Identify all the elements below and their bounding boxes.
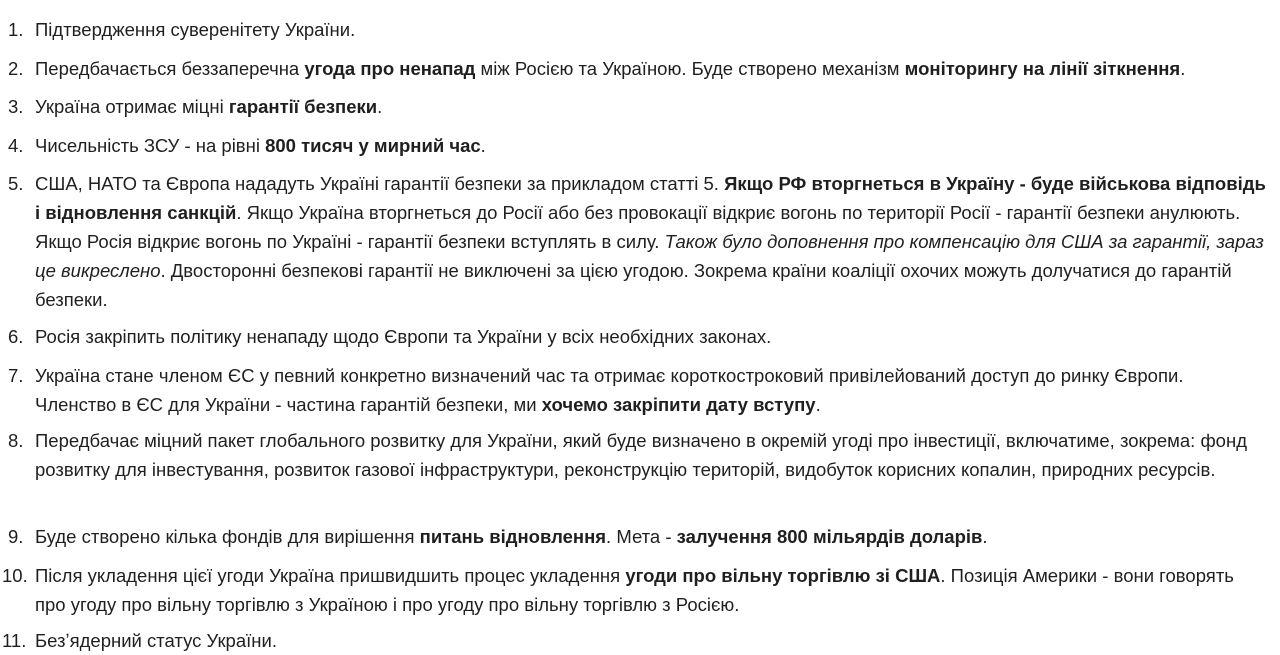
bold-text-run: угода про ненапад bbox=[304, 58, 476, 79]
item-number: 8. bbox=[8, 430, 24, 451]
item-text bbox=[35, 54, 1267, 83]
item-number: 7. bbox=[8, 365, 24, 386]
text-run: . bbox=[982, 526, 988, 547]
item-number: 6. bbox=[8, 326, 24, 347]
item-number: 9. bbox=[8, 526, 24, 547]
item-number: 4. bbox=[8, 135, 24, 156]
text-run: Буде створено кілька фондів для вирішення bbox=[35, 526, 420, 547]
bold-text-run: хочемо закріпити дату вступу bbox=[541, 394, 816, 415]
text-run: . bbox=[815, 394, 821, 415]
item-text bbox=[35, 361, 1267, 419]
item-text bbox=[35, 15, 1267, 44]
text-run: . Якщо Україна вторгнеться до Росії або без провокації відкриє вогонь по території Росії - гарантії безпеки анулюють. Якщо Росія відкриє вогонь по Україні - гарантії безпеки вступлять в силу. bbox=[35, 202, 1241, 252]
text-run: США, НАТО та Європа нададуть Україні гарантії безпеки за прикладом статті 5. bbox=[35, 173, 725, 194]
text-run: Росія закріпить політику ненападу щодо Європи та України у всіх необхідних законах. bbox=[35, 326, 772, 347]
text-run: Україна стане членом ЄС у певний конкретно визначений час та отримає короткостроковий привілейований доступ до ринку Європи. Членство в ЄС для України - частина гарантій безпеки, ми bbox=[35, 365, 1184, 415]
text-run: . bbox=[1180, 58, 1186, 79]
bold-text-run: питань відновлення bbox=[419, 526, 607, 547]
item-text bbox=[35, 131, 1267, 160]
bold-text-run: залучення 800 мільярдів доларів bbox=[676, 526, 983, 547]
bold-text-run: гарантії безпеки bbox=[228, 96, 378, 117]
text-run: Передбачає міцний пакет глобального розвитку для України, який буде визначено в окремій угоді про інвестиції, включатиме, зокрема: фонд розвитку для інвестування, розвиток газової інфраструктури, реконструкцію територій, видобуток корисних копалин, природних ресурсів. bbox=[35, 430, 1247, 480]
text-run: Україна отримає міцні bbox=[35, 96, 229, 117]
bold-text-run: угоди про вільну торгівлю зі США bbox=[625, 565, 941, 586]
item-number: 5. bbox=[8, 173, 24, 194]
item-text bbox=[35, 561, 1267, 619]
bold-text-run: Якщо РФ вторгнеться в Україну - буде військова відповідь і відновлення санкцій bbox=[35, 173, 1266, 223]
item-number: 10. bbox=[2, 565, 28, 586]
text-run: Чисельність ЗСУ - на рівні bbox=[35, 135, 266, 156]
item-text bbox=[35, 322, 1267, 351]
text-run: . Позиція Америки - вони говорять про угоду про вільну торгівлю з Україною і про угоду про вільну торгівлю з Росією. bbox=[35, 565, 1234, 615]
item-number: 1. bbox=[8, 19, 24, 40]
item-text bbox=[35, 626, 1267, 655]
text-run: між Росією та Україною. Буде створено механізм bbox=[475, 58, 905, 79]
text-run: . Двосторонні безпекові гарантії не виключені за цією угодою. Зокрема країни коаліції охочих можуть долучатися до гарантій безпеки. bbox=[35, 260, 1232, 310]
bold-text-run: моніторингу на лінії зіткнення bbox=[904, 58, 1181, 79]
item-text bbox=[35, 92, 1267, 121]
text-run: . bbox=[480, 135, 486, 156]
text-run: Підтвердження суверенітету України. bbox=[35, 19, 356, 40]
item-number: 2. bbox=[8, 58, 24, 79]
item-text bbox=[35, 169, 1267, 314]
text-run: Передбачається беззаперечна bbox=[35, 58, 305, 79]
item-text bbox=[35, 522, 1267, 551]
item-text bbox=[35, 426, 1267, 484]
bold-text-run: 800 тисяч у мирний час bbox=[265, 135, 481, 156]
text-run: . Мета - bbox=[606, 526, 677, 547]
italic-text-run: Також було доповнення про компенсацію для США за гарантії, зараз це викреслено bbox=[35, 231, 1264, 281]
text-run: . bbox=[377, 96, 383, 117]
text-run: Безʼядерний статус України. bbox=[35, 630, 277, 651]
item-number: 3. bbox=[8, 96, 24, 117]
item-number: 11. bbox=[2, 630, 27, 651]
text-run: Після укладення цієї угоди Україна пришвидшить процес укладення bbox=[35, 565, 626, 586]
